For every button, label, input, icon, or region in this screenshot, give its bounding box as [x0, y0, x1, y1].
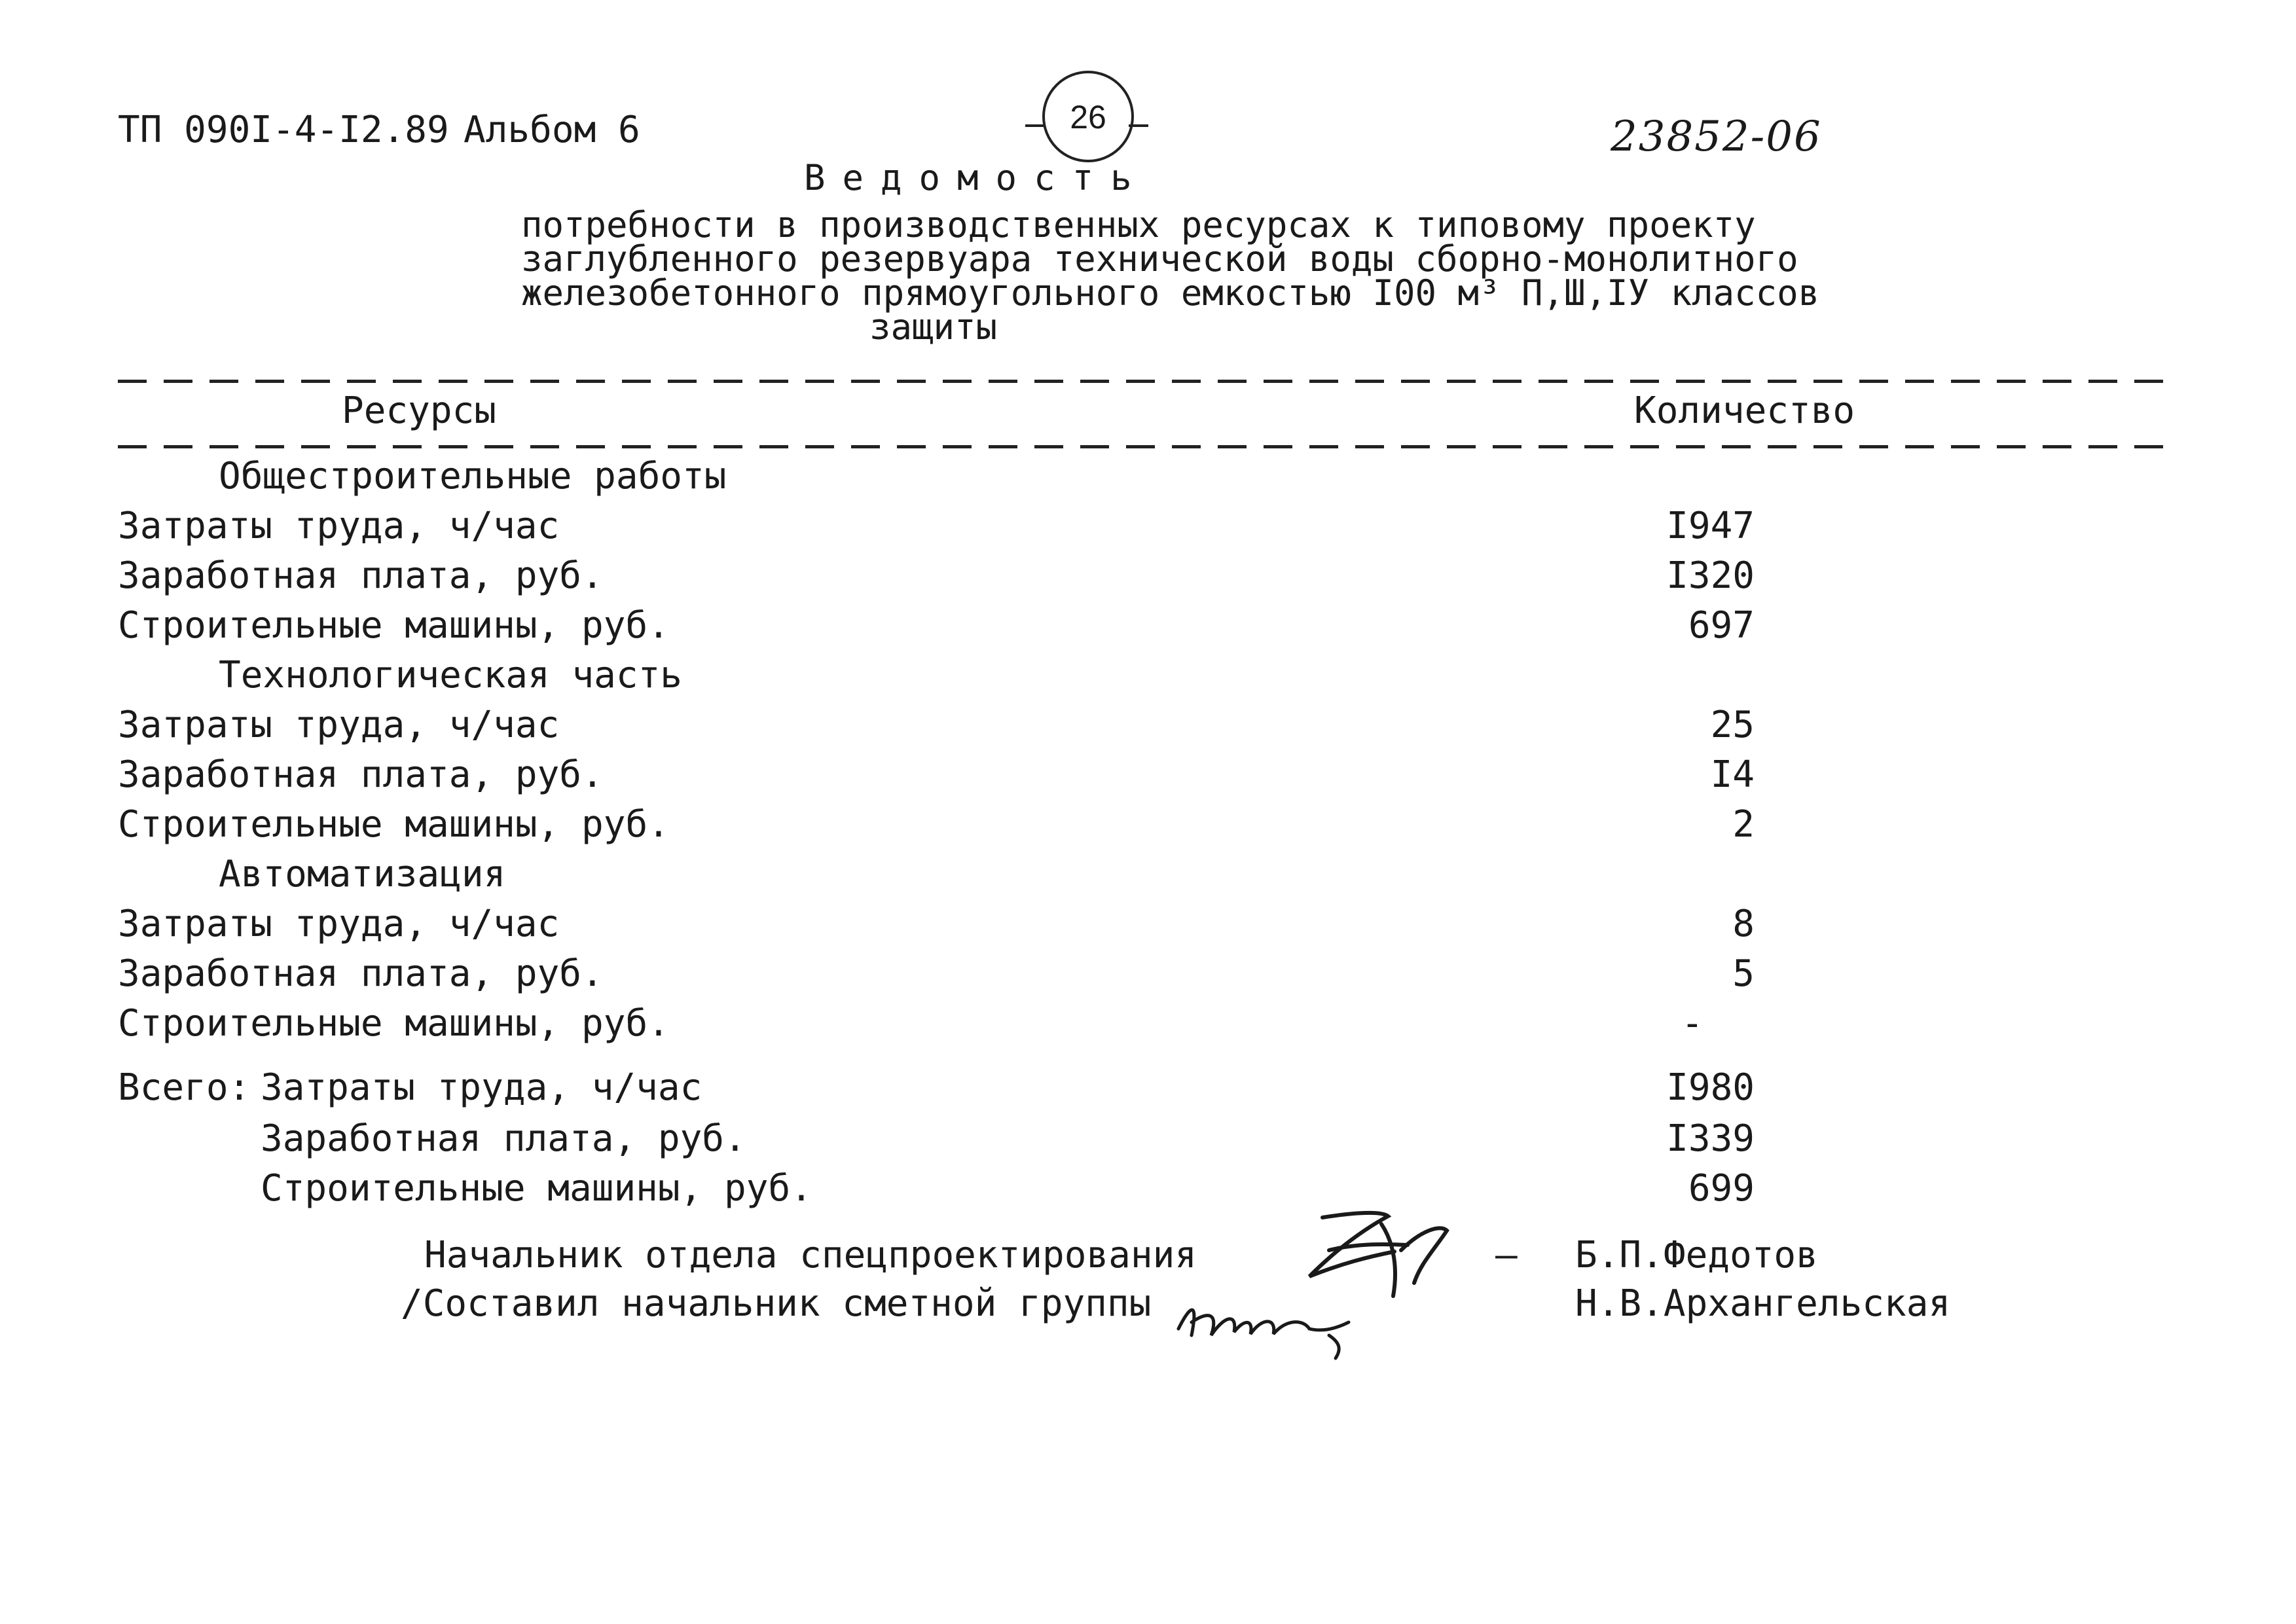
row-value: 697 [1688, 604, 1755, 647]
row-label: Заработная плата, руб. [118, 554, 604, 597]
total-row-label: Строительные машины, руб. [261, 1167, 812, 1210]
row-label: Строительные машины, руб. [118, 604, 670, 647]
section-heading: Автоматизация [219, 853, 506, 895]
row-label: Заработная плата, руб. [118, 952, 604, 995]
subtitle-line-1: потребности в производственных ресурсах к типовому проекту [521, 204, 1756, 245]
total-prefix: Всего: [118, 1066, 251, 1109]
row-value: 2 [1732, 803, 1755, 846]
row-value: 25 [1710, 704, 1755, 746]
subtitle-line-2: заглубленного резервуара технической воды сборно-монолитного [521, 238, 1798, 280]
total-row-value: I339 [1666, 1117, 1755, 1160]
page-number: 26 [1070, 99, 1106, 135]
row-label: Затраты труда, ч/час [118, 704, 560, 746]
table-top-rule [118, 380, 2167, 383]
signatory-1-dash: – [1495, 1234, 1518, 1276]
row-value: I320 [1666, 554, 1755, 597]
subtitle-line-4: защиты [869, 306, 998, 348]
column-header-quantity: Количество [1634, 389, 1855, 432]
signature-arkhangelskaya [1172, 1283, 1362, 1362]
column-header-resources: Ресурсы [342, 389, 497, 432]
signatory-1-name: Б.П.Федотов [1575, 1234, 1818, 1276]
row-value: 5 [1732, 952, 1755, 995]
subtitle-line-3: железобетонного прямоугольного емкостью I00 м³ П,Ш,IУ классов [521, 272, 1820, 314]
archive-number: 23852-06 [1611, 113, 1822, 161]
row-value: I4 [1710, 753, 1755, 796]
row-label: Строительные машины, руб. [118, 803, 670, 846]
signatory-1-title: Начальник отдела спецпроектирования [424, 1234, 1197, 1276]
section-heading: Общестроительные работы [219, 455, 727, 497]
total-row-value: 699 [1688, 1167, 1755, 1210]
row-value: - [1681, 1002, 1704, 1045]
total-row-value: I980 [1666, 1066, 1755, 1109]
row-label: Затраты труда, ч/час [118, 505, 560, 547]
doc-code: ТП 090I-4-I2.89 [118, 109, 449, 151]
table-header-rule [118, 445, 2167, 448]
row-value: 8 [1732, 903, 1755, 945]
row-value: I947 [1666, 505, 1755, 547]
signatory-2-title: /Составил начальник сметной группы [401, 1282, 1152, 1325]
row-label: Затраты труда, ч/час [118, 903, 560, 945]
section-heading: Технологическая часть [219, 654, 683, 696]
document-title: Ведомость [804, 157, 1149, 198]
row-label: Строительные машины, руб. [118, 1002, 670, 1045]
signatory-2-name: Н.В.Архангельская [1575, 1282, 1951, 1325]
total-row-label: Затраты труда, ч/час [261, 1066, 702, 1109]
album-label: Альбом 6 [464, 109, 640, 151]
total-row-label: Заработная плата, руб. [261, 1117, 746, 1160]
row-label: Заработная плата, руб. [118, 753, 604, 796]
